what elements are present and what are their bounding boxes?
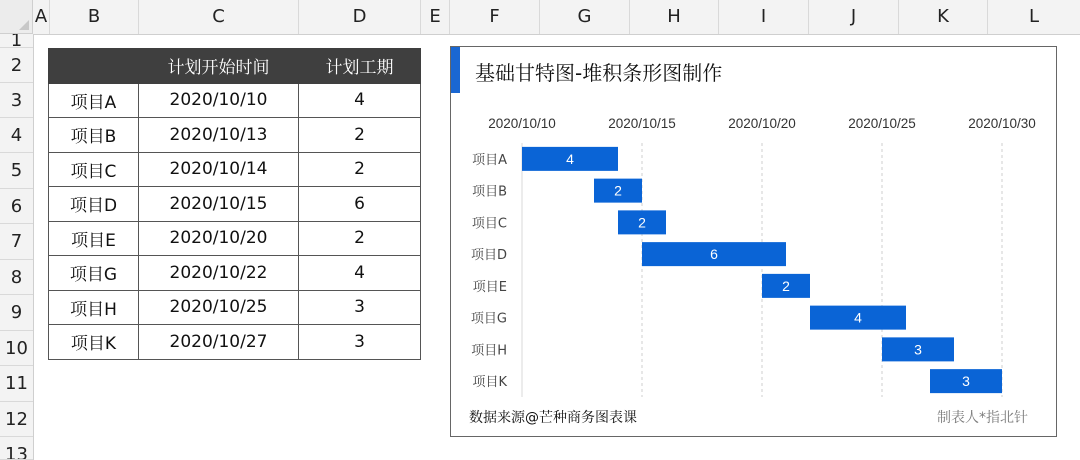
y-tick-label: 项目E bbox=[472, 279, 507, 295]
table-row bbox=[49, 118, 421, 153]
column-header-k[interactable]: K bbox=[899, 0, 988, 34]
table-row bbox=[49, 290, 421, 325]
bar-data-label: 3 bbox=[914, 341, 922, 358]
gantt-plot bbox=[451, 47, 1056, 436]
bar-data-label: 3 bbox=[962, 373, 970, 390]
x-tick-label: 2020/10/20 bbox=[728, 116, 796, 131]
column-header-j[interactable]: J bbox=[809, 0, 899, 34]
duration-cell[interactable]: 3 bbox=[299, 325, 421, 360]
row-header-8[interactable]: 8 bbox=[0, 260, 33, 295]
row-header-bar bbox=[0, 34, 34, 460]
header-cell-start[interactable]: 计划开始时间 bbox=[139, 49, 299, 84]
duration-cell[interactable]: 3 bbox=[299, 290, 421, 325]
header-cell-duration[interactable]: 计划工期 bbox=[299, 49, 421, 84]
table-row bbox=[49, 325, 421, 360]
start-cell[interactable]: 2020/10/25 bbox=[139, 290, 299, 325]
column-header-c[interactable]: C bbox=[139, 0, 299, 34]
duration-cell[interactable]: 2 bbox=[299, 118, 421, 153]
project-cell[interactable]: 项目A bbox=[49, 83, 139, 118]
column-header-d[interactable]: D bbox=[299, 0, 421, 34]
column-header-bar bbox=[0, 0, 1080, 35]
table-row bbox=[49, 221, 421, 256]
header-cell-project[interactable] bbox=[49, 49, 139, 84]
bar-data-label: 4 bbox=[854, 309, 862, 326]
start-cell[interactable]: 2020/10/13 bbox=[139, 118, 299, 153]
column-header-b[interactable]: B bbox=[50, 0, 139, 34]
bar-data-label: 4 bbox=[566, 150, 574, 167]
data-source-note: 数据来源@芒种商务图表课 bbox=[469, 410, 637, 426]
start-cell[interactable]: 2020/10/20 bbox=[139, 221, 299, 256]
start-cell[interactable]: 2020/10/27 bbox=[139, 325, 299, 360]
row-header-7[interactable]: 7 bbox=[0, 224, 33, 260]
x-tick-label: 2020/10/10 bbox=[488, 116, 556, 131]
project-cell[interactable]: 项目B bbox=[49, 118, 139, 153]
start-cell[interactable]: 2020/10/15 bbox=[139, 187, 299, 222]
row-header-2[interactable]: 2 bbox=[0, 48, 33, 83]
duration-cell[interactable]: 6 bbox=[299, 187, 421, 222]
chart-title: 基础甘特图-堆积条形图制作 bbox=[475, 61, 723, 85]
project-cell[interactable]: 项目D bbox=[49, 187, 139, 222]
column-header-a[interactable]: A bbox=[33, 0, 50, 34]
column-header-g[interactable]: G bbox=[540, 0, 630, 34]
duration-cell[interactable]: 4 bbox=[299, 256, 421, 291]
row-header-6[interactable]: 6 bbox=[0, 189, 33, 224]
x-tick-label: 2020/10/30 bbox=[968, 116, 1036, 131]
start-cell[interactable]: 2020/10/10 bbox=[139, 83, 299, 118]
row-header-9[interactable]: 9 bbox=[0, 295, 33, 331]
table-row bbox=[49, 187, 421, 222]
column-header-f[interactable]: F bbox=[450, 0, 540, 34]
author-note: 制表人*指北针 bbox=[937, 410, 1028, 426]
row-header-3[interactable]: 3 bbox=[0, 83, 33, 118]
gantt-chart[interactable] bbox=[450, 46, 1057, 437]
duration-cell[interactable]: 2 bbox=[299, 221, 421, 256]
project-cell[interactable]: 项目K bbox=[49, 325, 139, 360]
row-header-1[interactable]: 1 bbox=[0, 34, 33, 48]
schedule-table bbox=[48, 48, 421, 360]
row-header-4[interactable]: 4 bbox=[0, 118, 33, 153]
row-header-12[interactable]: 12 bbox=[0, 402, 33, 437]
bar-data-label: 6 bbox=[710, 246, 718, 263]
table-row bbox=[49, 83, 421, 118]
table-header-row bbox=[49, 49, 421, 84]
select-all-corner[interactable] bbox=[0, 0, 33, 34]
y-tick-label: 项目H bbox=[471, 343, 507, 359]
x-tick-label: 2020/10/25 bbox=[848, 116, 916, 131]
column-header-h[interactable]: H bbox=[630, 0, 719, 34]
y-tick-label: 项目G bbox=[470, 311, 507, 327]
start-cell[interactable]: 2020/10/22 bbox=[139, 256, 299, 291]
project-cell[interactable]: 项目H bbox=[49, 290, 139, 325]
duration-cell[interactable]: 4 bbox=[299, 83, 421, 118]
project-cell[interactable]: 项目G bbox=[49, 256, 139, 291]
project-cell[interactable]: 项目E bbox=[49, 221, 139, 256]
bar-data-label: 2 bbox=[638, 214, 646, 231]
column-header-e[interactable]: E bbox=[421, 0, 450, 34]
row-header-11[interactable]: 11 bbox=[0, 366, 33, 402]
y-tick-label: 项目A bbox=[472, 152, 507, 168]
row-header-5[interactable]: 5 bbox=[0, 153, 33, 189]
column-header-i[interactable]: I bbox=[719, 0, 809, 34]
project-cell[interactable]: 项目C bbox=[49, 152, 139, 187]
bar-data-label: 2 bbox=[614, 182, 622, 199]
start-cell[interactable]: 2020/10/14 bbox=[139, 152, 299, 187]
y-tick-label: 项目C bbox=[471, 216, 507, 232]
y-tick-label: 项目B bbox=[472, 184, 507, 200]
y-tick-label: 项目K bbox=[472, 375, 507, 391]
column-header-l[interactable]: L bbox=[1028, 6, 1040, 27]
y-tick-label: 项目D bbox=[470, 248, 507, 264]
row-header-10[interactable]: 10 bbox=[0, 331, 33, 366]
x-tick-label: 2020/10/15 bbox=[608, 116, 676, 131]
table-row bbox=[49, 152, 421, 187]
duration-cell[interactable]: 2 bbox=[299, 152, 421, 187]
bar-data-label: 2 bbox=[782, 277, 790, 294]
row-header-13[interactable]: 13 bbox=[0, 437, 33, 460]
table-row bbox=[49, 256, 421, 291]
